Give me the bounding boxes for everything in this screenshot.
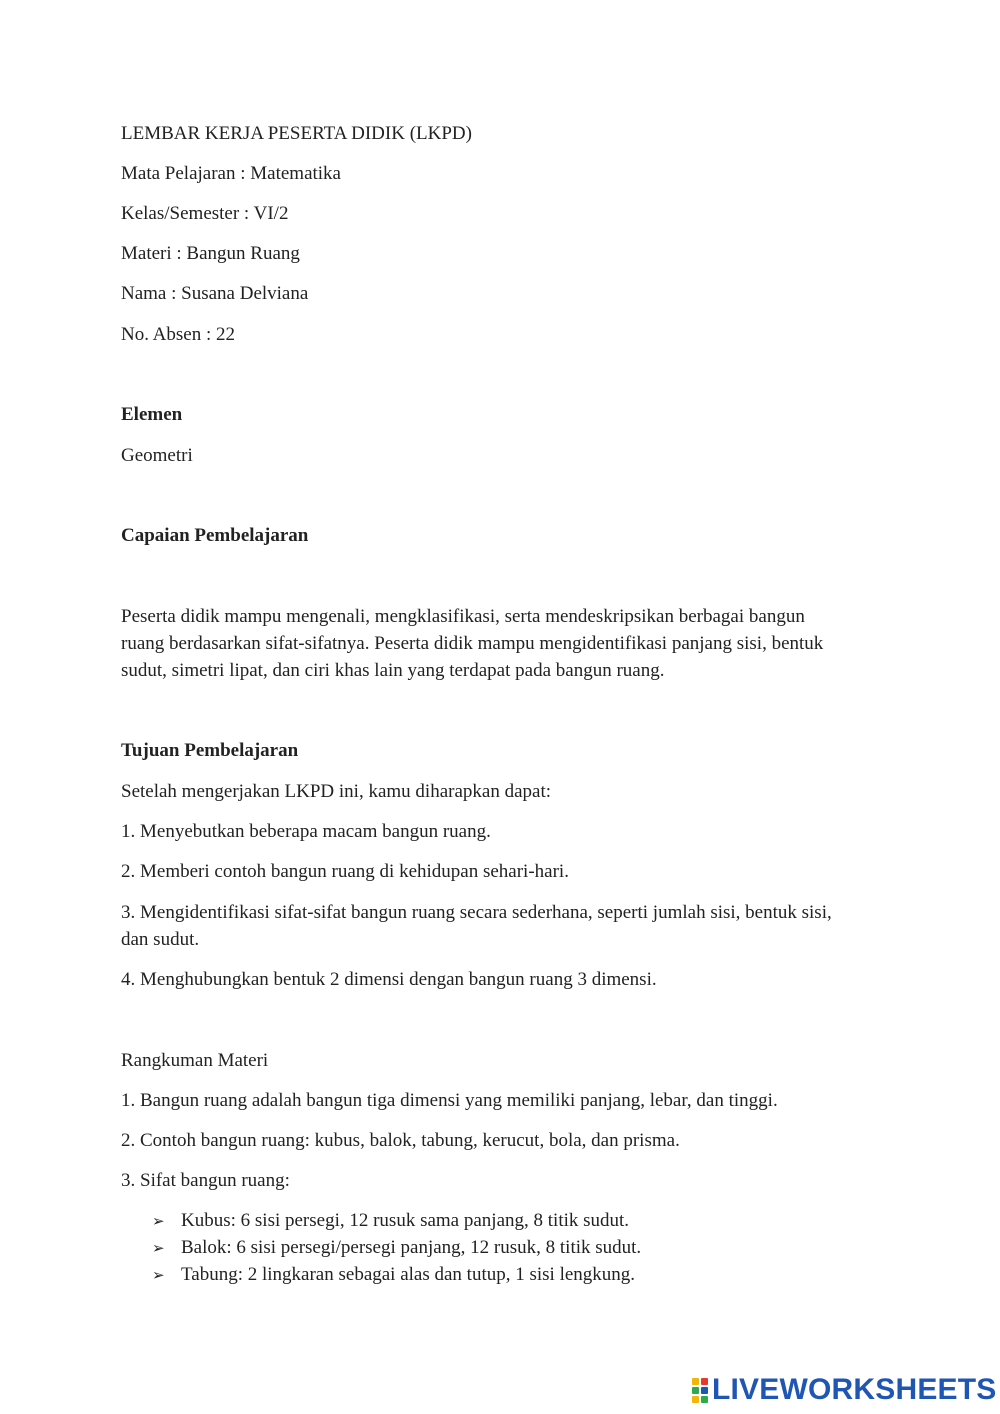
capaian-heading: Capaian Pembelajaran — [121, 525, 309, 546]
rangkuman-item-1: 1. Bangun ruang adalah bangun tiga dimensi yang memiliki panjang, lebar, dan tinggi. — [121, 1090, 778, 1111]
material-line: Materi : Bangun Ruang — [121, 243, 300, 264]
elemen-value: Geometri — [121, 445, 193, 466]
tujuan-item-3: 3. Mengidentifikasi sifat-sifat bangun ruang secara sederhana, seperti jumlah sisi, bentuk sisi, — [121, 902, 832, 923]
liveworksheets-logo — [692, 1374, 997, 1406]
attendance-number-line: No. Absen : 22 — [121, 324, 235, 345]
arrow-bullet-icon: ➢ — [152, 1239, 165, 1257]
tujuan-item-1: 1. Menyebutkan beberapa macam bangun ruang. — [121, 821, 491, 842]
tujuan-item-2: 2. Memberi contoh bangun ruang di kehidupan sehari-hari. — [121, 861, 569, 882]
liveworksheets-mark-icon — [692, 1378, 708, 1403]
tujuan-intro: Setelah mengerjakan LKPD ini, kamu diharapkan dapat: — [121, 781, 552, 802]
bullet-balok — [152, 1234, 641, 1262]
rangkuman-heading: Rangkuman Materi — [121, 1050, 269, 1071]
capaian-text-line-2: ruang berdasarkan sifat-sifatnya. Peserta didik mampu mengidentifikasi panjang sisi, bentuk — [121, 633, 824, 654]
bullet-tabung-text: Tabung: 2 lingkaran sebagai alas dan tutup, 1 sisi lengkung. — [181, 1264, 636, 1285]
rangkuman-item-2: 2. Contoh bangun ruang: kubus, balok, tabung, kerucut, bola, dan prisma. — [121, 1130, 680, 1151]
rangkuman-item-3: 3. Sifat bangun ruang: — [121, 1170, 290, 1191]
capaian-text-line-1: Peserta didik mampu mengenali, mengklasifikasi, serta mendeskripsikan berbagai bangun — [121, 606, 805, 627]
arrow-bullet-icon: ➢ — [152, 1266, 165, 1284]
capaian-text-line-3: sudut, simetri lipat, dan ciri khas lain yang terdapat pada bangun ruang. — [121, 660, 665, 681]
tujuan-item-3-continued: dan sudut. — [121, 929, 200, 950]
arrow-bullet-icon: ➢ — [152, 1212, 165, 1230]
tujuan-item-4: 4. Menghubungkan bentuk 2 dimensi dengan bangun ruang 3 dimensi. — [121, 969, 657, 990]
bullet-kubus-text: Kubus: 6 sisi persegi, 12 rusuk sama panjang, 8 titik sudut. — [181, 1210, 630, 1231]
student-name-line: Nama : Susana Delviana — [121, 283, 309, 304]
bullet-tabung — [152, 1261, 635, 1289]
tujuan-heading: Tujuan Pembelajaran — [121, 740, 299, 761]
bullet-kubus — [152, 1207, 629, 1235]
document-title: LEMBAR KERJA PESERTA DIDIK (LKPD) — [121, 123, 472, 144]
bullet-balok-text: Balok: 6 sisi persegi/persegi panjang, 12 rusuk, 8 titik sudut. — [181, 1237, 642, 1258]
subject-line: Mata Pelajaran : Matematika — [121, 163, 341, 184]
liveworksheets-wordmark: LIVEWORKSHEETS — [712, 1373, 997, 1406]
elemen-heading: Elemen — [121, 404, 183, 425]
class-semester-line: Kelas/Semester : VI/2 — [121, 203, 289, 224]
